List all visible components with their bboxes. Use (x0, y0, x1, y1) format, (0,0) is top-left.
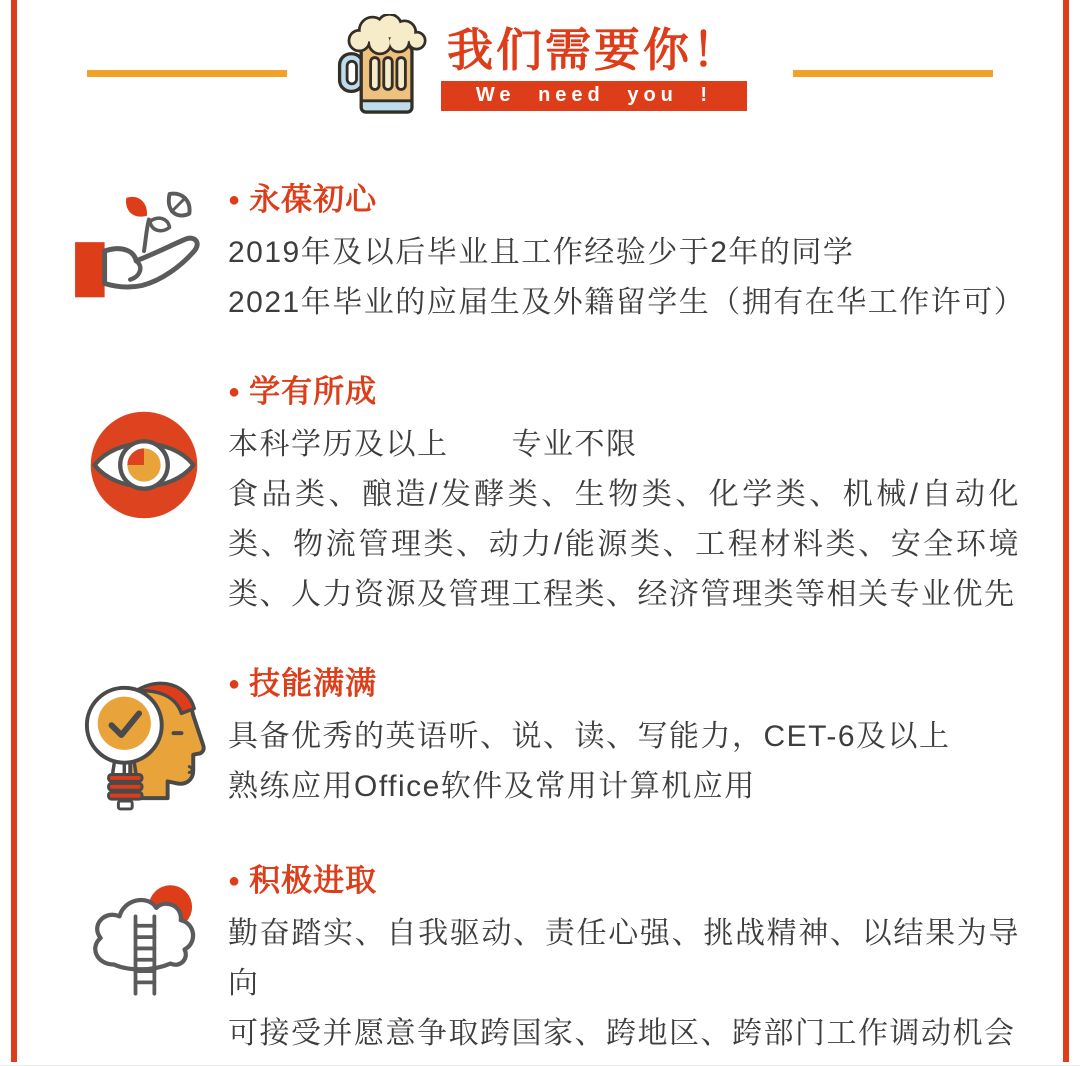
header-left-rule (87, 70, 287, 77)
section-lines (228, 420, 1020, 620)
section-body-line: 本科学历及以上 专业不限 (228, 428, 638, 461)
section-heading-text: 技能满满 (249, 666, 378, 701)
section-lines (228, 228, 1026, 328)
beer-mug-icon-svg (333, 14, 427, 118)
bullet-icon: ● (228, 673, 242, 695)
section-body-line: 具备优秀的英语听、说、读、写能力，CET-6及以上 (228, 720, 951, 753)
section-heading (228, 664, 1030, 704)
section-icon (60, 180, 228, 328)
requirement-section (60, 372, 1030, 620)
section-body-line: 2021年毕业的应届生及外籍留学生（拥有在华工作许可） (228, 286, 1026, 319)
sections (0, 180, 1080, 1059)
eye-pie-chart-icon (85, 406, 203, 524)
header (0, 0, 1080, 118)
bullet-icon: ● (228, 870, 242, 892)
header-subtitle-banner (441, 81, 747, 111)
section-body-line: 食品类、酿造/发酵类、生物类、化学类、机械/自动化类、物流管理类、动力/能源类、工程材料类、安全环境类、人力资源及管理工程类、经济管理类等相关专业优先 (228, 478, 1020, 611)
hand-sprout-icon (75, 188, 213, 316)
requirement-section (60, 180, 1030, 328)
section-icon (60, 372, 228, 620)
page-title: 我们需要你！ (447, 24, 741, 76)
section-heading (228, 861, 1030, 901)
requirement-section (60, 861, 1030, 1059)
section-icon (60, 861, 228, 1059)
cloud-ladder-icon (82, 873, 206, 1005)
section-heading (228, 372, 1030, 412)
section-body-line: 勤奋踏实、自我驱动、责任心强、挑战精神、以结果为导向 (228, 917, 1020, 1000)
requirement-section (60, 664, 1030, 817)
section-heading-text: 学有所成 (249, 374, 378, 409)
beer-mug-icon (333, 14, 427, 118)
left-border-bar (11, 0, 17, 1062)
section-heading-text: 积极进取 (249, 863, 378, 898)
right-border-bar (1063, 0, 1069, 1062)
section-heading-text: 永葆初心 (249, 182, 378, 217)
section-body-line: 可接受并愿意争取跨国家、跨地区、跨部门工作调动机会 (228, 1017, 1016, 1050)
section-lines (228, 909, 1020, 1059)
header-right-rule (793, 70, 993, 77)
head-lightbulb-icon (79, 664, 209, 817)
header-subtitle: We need you ! (475, 84, 713, 106)
section-body-line: 熟练应用Office软件及常用计算机应用 (228, 770, 756, 803)
section-heading (228, 180, 1030, 220)
section-lines (228, 712, 1020, 812)
bullet-icon: ● (228, 189, 242, 211)
bullet-icon: ● (228, 381, 242, 403)
section-body-line: 2019年及以后毕业且工作经验少于2年的同学 (228, 236, 855, 269)
section-icon (60, 664, 228, 817)
